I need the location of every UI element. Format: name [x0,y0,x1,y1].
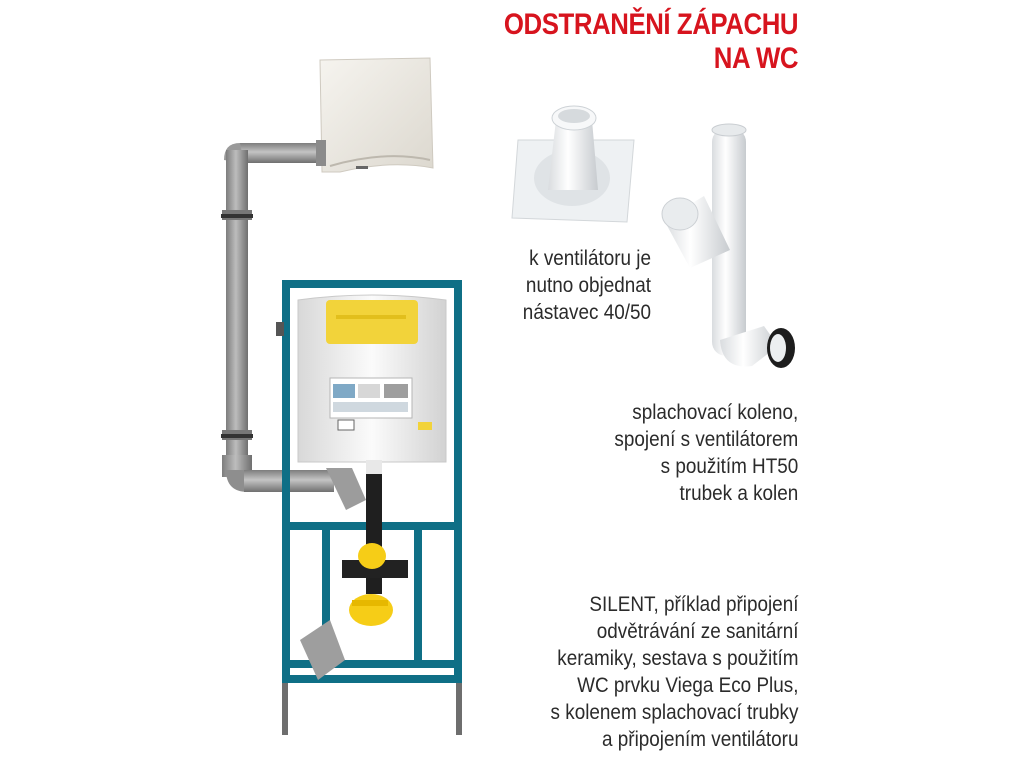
adapter-40-50 [512,106,634,222]
caption-line: nástavec 40/50 [522,301,651,324]
title-line-2: NA WC [713,42,798,75]
caption-line: SILENT, příklad připojení [588,593,798,616]
ventilator-box [320,58,433,172]
caption-line: k ventilátoru je [529,247,651,270]
caption-line: nutno objednat [525,274,651,297]
caption-line: a připojením ventilátoru [601,728,798,751]
caption-fan-adapter [498,245,651,326]
caption-line: splachovací koleno, [631,401,798,424]
title-line-1: ODSTRANĚNÍ ZÁPACHU [503,8,798,41]
flush-elbow-pipe [662,124,795,368]
caption-line: trubek a kolen [679,482,798,505]
caption-silent-example [550,591,798,753]
caption-line: keramiky, sestava s použitím [556,647,798,670]
caption-line: s kolenem splachovací trubky [550,701,798,724]
caption-line: odvětrávání ze sanitární [596,620,798,643]
caption-line: spojení s ventilátorem [614,428,798,451]
cistern [298,295,446,474]
caption-line: s použitím HT50 [660,455,798,478]
caption-line: WC prvku Viega Eco Plus, [576,674,798,697]
caption-flush-elbow [614,399,798,507]
